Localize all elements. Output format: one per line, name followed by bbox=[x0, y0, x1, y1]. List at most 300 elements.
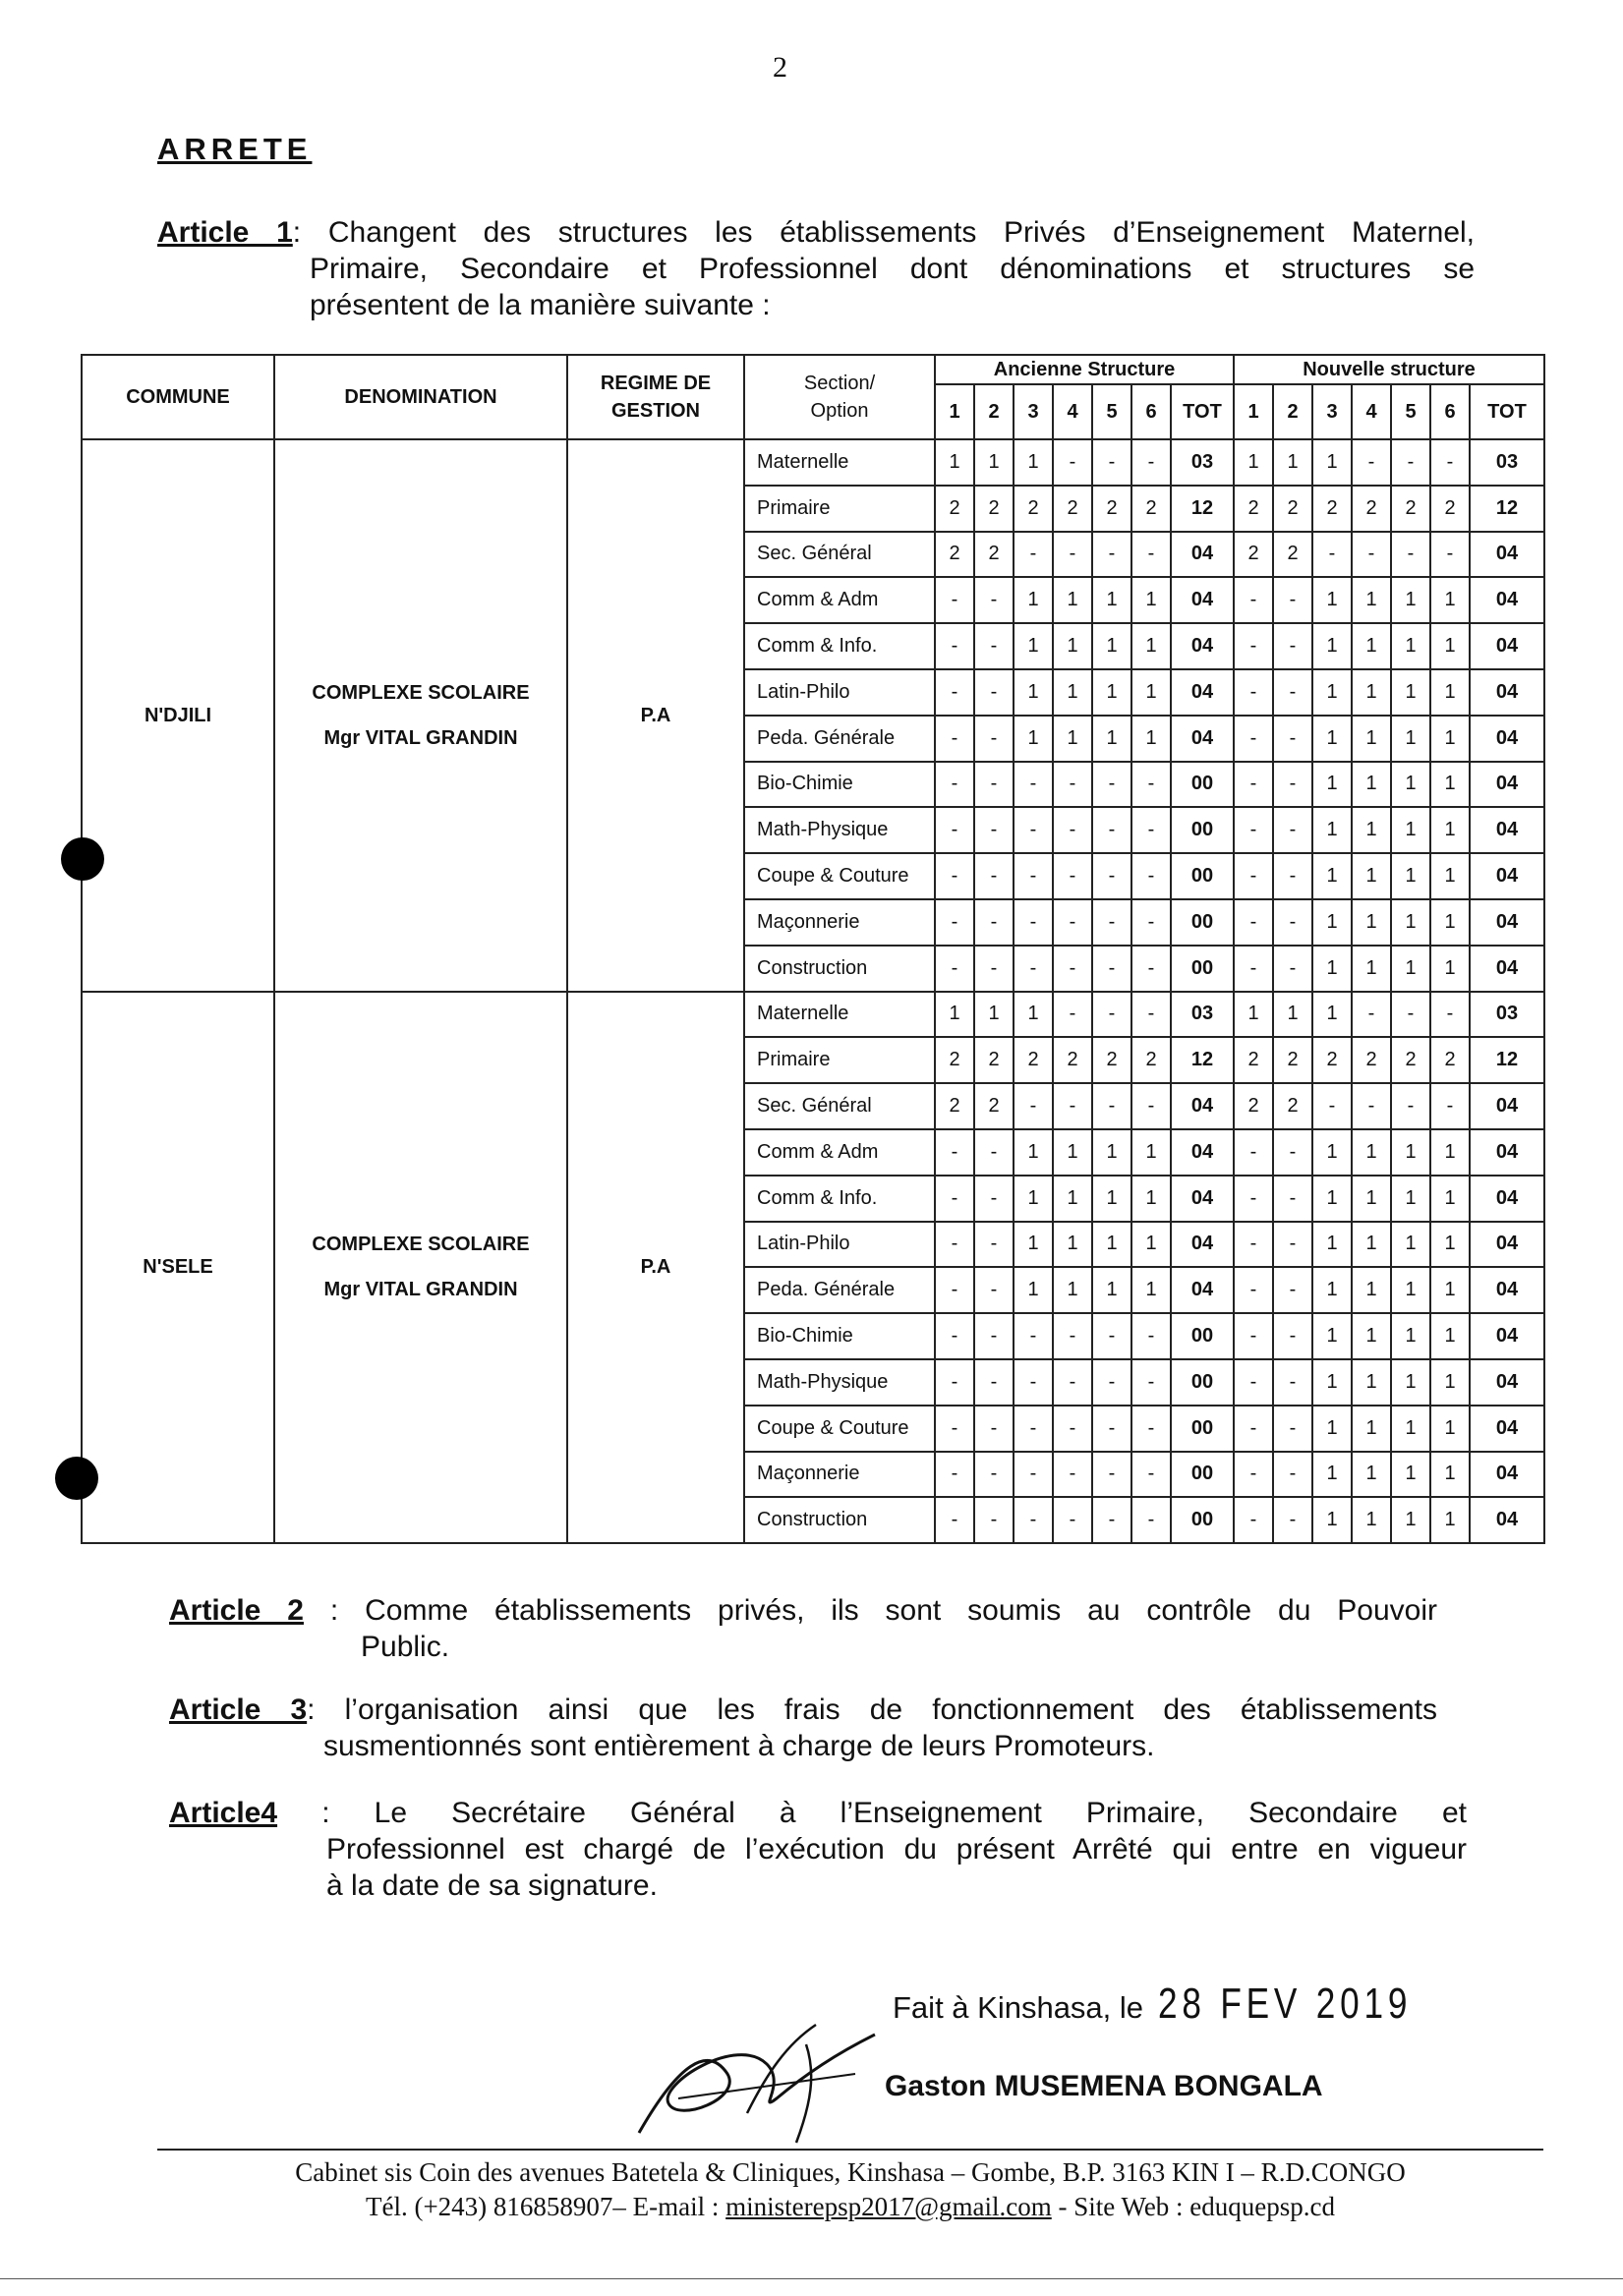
ancienne-value-cell: - bbox=[974, 1176, 1014, 1222]
ancienne-value-cell: - bbox=[935, 1497, 974, 1543]
ancienne-value-cell: - bbox=[1131, 1406, 1171, 1452]
nouvelle-value-cell: - bbox=[1273, 669, 1312, 716]
ancienne-value-cell: - bbox=[935, 1267, 974, 1313]
ancienne-value-cell: 1 bbox=[1131, 1267, 1171, 1313]
ancienne-value-cell: - bbox=[935, 899, 974, 946]
nouvelle-value-cell: 1 bbox=[1312, 807, 1352, 853]
ancienne-value-cell: 1 bbox=[1014, 1222, 1053, 1268]
nouvelle-value-cell: 1 bbox=[1391, 716, 1430, 762]
ancienne-value-cell: - bbox=[974, 899, 1014, 946]
ancienne-value-cell: - bbox=[935, 762, 974, 808]
article-4: Article4 : Le Secrétaire Général à l’Enseignement Primaire, Secondaire et Professionnel est chargé de l’exécution du présent Arrêté qui entre en vigueur à la date de sa signature. bbox=[169, 1797, 1467, 1902]
ancienne-value-cell: - bbox=[974, 1406, 1014, 1452]
section-cell: Peda. Générale bbox=[744, 716, 935, 762]
nouvelle-value-cell: - bbox=[1273, 1497, 1312, 1543]
nouvelle-value-cell: 1 bbox=[1430, 853, 1470, 899]
ancienne-value-cell: 1 bbox=[1092, 623, 1131, 669]
ancienne-value-cell: 1 bbox=[1014, 577, 1053, 623]
nouvelle-value-cell: - bbox=[1273, 946, 1312, 992]
denomination-cell bbox=[274, 439, 567, 992]
section-cell: Comm & Adm bbox=[744, 577, 935, 623]
ancienne-value-cell: 1 bbox=[1014, 1176, 1053, 1222]
denomination-line: COMPLEXE SCOLAIRE bbox=[312, 1234, 530, 1256]
ancienne-value-cell: 1 bbox=[1092, 1129, 1131, 1176]
ancienne-value-cell: - bbox=[974, 1359, 1014, 1406]
ancienne-value-cell: - bbox=[1014, 807, 1053, 853]
ancienne-value-cell: - bbox=[1131, 1497, 1171, 1543]
ancienne-value-cell: - bbox=[935, 1176, 974, 1222]
date-stamp: 28 FEV 2019 bbox=[1157, 1980, 1412, 2028]
nouvelle-value-cell: 2 bbox=[1273, 532, 1312, 578]
nouvelle-value-cell: 1 bbox=[1273, 439, 1312, 486]
nouvelle-value-cell: 1 bbox=[1312, 1176, 1352, 1222]
nouvelle-total-cell: 04 bbox=[1470, 899, 1544, 946]
nouvelle-value-cell: 2 bbox=[1234, 1037, 1273, 1083]
ancienne-value-cell: - bbox=[1014, 946, 1053, 992]
ancienne-value-cell: 1 bbox=[1092, 1176, 1131, 1222]
article-2-line-1: Comme établissements privés, ils sont soumis au contrôle du Pouvoir bbox=[365, 1594, 1437, 1627]
ancienne-value-cell: 2 bbox=[935, 1037, 974, 1083]
nouvelle-value-cell: 2 bbox=[1312, 486, 1352, 532]
nouvelle-value-cell: 1 bbox=[1430, 1406, 1470, 1452]
nouvelle-total-cell: 04 bbox=[1470, 1083, 1544, 1129]
ancienne-value-cell: - bbox=[974, 716, 1014, 762]
nouvelle-total-cell: 04 bbox=[1470, 1359, 1544, 1406]
ancienne-value-cell: - bbox=[974, 623, 1014, 669]
ancienne-value-cell: 1 bbox=[935, 992, 974, 1038]
ancienne-total-cell: 00 bbox=[1171, 1406, 1234, 1452]
nouvelle-value-cell: 1 bbox=[1312, 1359, 1352, 1406]
header-nouvelle-structure: Nouvelle structure bbox=[1234, 355, 1544, 384]
ancienne-value-cell: 1 bbox=[1092, 1267, 1131, 1313]
ancienne-value-cell: - bbox=[1014, 1359, 1053, 1406]
nouvelle-value-cell: 1 bbox=[1352, 1497, 1391, 1543]
ancienne-value-cell: - bbox=[1131, 899, 1171, 946]
nouvelle-value-cell: - bbox=[1430, 1083, 1470, 1129]
header-old-col: 3 bbox=[1014, 384, 1053, 439]
section-cell: Comm & Info. bbox=[744, 1176, 935, 1222]
ancienne-value-cell: - bbox=[1053, 992, 1092, 1038]
section-cell: Maternelle bbox=[744, 439, 935, 486]
nouvelle-value-cell: - bbox=[1273, 716, 1312, 762]
nouvelle-total-cell: 04 bbox=[1470, 946, 1544, 992]
article-4-line-1: Le Secrétaire Général à l’Enseignement Primaire, Secondaire et bbox=[374, 1797, 1467, 1829]
nouvelle-value-cell: 1 bbox=[1312, 762, 1352, 808]
ancienne-value-cell: 1 bbox=[1131, 1176, 1171, 1222]
nouvelle-value-cell: 1 bbox=[1352, 853, 1391, 899]
signatory-name: Gaston MUSEMENA BONGALA bbox=[885, 2070, 1323, 2102]
nouvelle-value-cell: - bbox=[1234, 946, 1273, 992]
nouvelle-value-cell: 1 bbox=[1391, 623, 1430, 669]
footer-email-link[interactable]: ministerepsp2017@gmail.com bbox=[725, 2192, 1052, 2221]
ancienne-value-cell: - bbox=[1131, 1452, 1171, 1498]
place-and-date bbox=[893, 1980, 1476, 2029]
footer-phone: Tél. (+243) 816858907– E-mail : bbox=[365, 2192, 720, 2221]
denomination-line: Mgr VITAL GRANDIN bbox=[323, 726, 518, 749]
ancienne-value-cell: 1 bbox=[1053, 716, 1092, 762]
article-3-line-2: susmentionnés sont entièrement à charge de leurs Promoteurs. bbox=[323, 1730, 1155, 1762]
nouvelle-value-cell: - bbox=[1273, 623, 1312, 669]
ancienne-value-cell: - bbox=[974, 1452, 1014, 1498]
nouvelle-total-cell: 04 bbox=[1470, 532, 1544, 578]
header-section: Section/ Option bbox=[744, 355, 935, 439]
section-cell: Peda. Générale bbox=[744, 1267, 935, 1313]
ancienne-value-cell: - bbox=[1053, 1359, 1092, 1406]
ancienne-value-cell: - bbox=[1053, 946, 1092, 992]
nouvelle-value-cell: - bbox=[1273, 1176, 1312, 1222]
ancienne-value-cell: - bbox=[974, 762, 1014, 808]
article-4-line-3: à la date de sa signature. bbox=[326, 1869, 658, 1902]
ancienne-value-cell: 1 bbox=[1092, 716, 1131, 762]
section-cell: Sec. Général bbox=[744, 1083, 935, 1129]
nouvelle-value-cell: 1 bbox=[1391, 1222, 1430, 1268]
header-old-col: 4 bbox=[1053, 384, 1092, 439]
article-1-line-3: présentent de la manière suivante : bbox=[310, 289, 771, 321]
ancienne-total-cell: 03 bbox=[1171, 992, 1234, 1038]
ancienne-value-cell: - bbox=[1092, 807, 1131, 853]
page-bottom-edge bbox=[0, 2278, 1623, 2279]
nouvelle-value-cell: - bbox=[1234, 1222, 1273, 1268]
nouvelle-total-cell: 04 bbox=[1470, 1452, 1544, 1498]
nouvelle-value-cell: - bbox=[1391, 1083, 1430, 1129]
nouvelle-value-cell: - bbox=[1273, 577, 1312, 623]
nouvelle-value-cell: 1 bbox=[1352, 807, 1391, 853]
nouvelle-value-cell: - bbox=[1234, 577, 1273, 623]
section-cell: Primaire bbox=[744, 486, 935, 532]
ancienne-value-cell: - bbox=[974, 669, 1014, 716]
ancienne-value-cell: - bbox=[935, 946, 974, 992]
nouvelle-total-cell: 04 bbox=[1470, 1497, 1544, 1543]
header-old-col: 1 bbox=[935, 384, 974, 439]
nouvelle-value-cell: 1 bbox=[1312, 992, 1352, 1038]
nouvelle-value-cell: 1 bbox=[1312, 623, 1352, 669]
nouvelle-value-cell: - bbox=[1234, 716, 1273, 762]
ancienne-value-cell: 2 bbox=[1014, 486, 1053, 532]
ancienne-total-cell: 04 bbox=[1171, 577, 1234, 623]
nouvelle-value-cell: - bbox=[1234, 853, 1273, 899]
ancienne-value-cell: - bbox=[1092, 532, 1131, 578]
nouvelle-value-cell: 1 bbox=[1430, 669, 1470, 716]
nouvelle-value-cell: 1 bbox=[1312, 1452, 1352, 1498]
ancienne-value-cell: - bbox=[1053, 762, 1092, 808]
ancienne-value-cell: - bbox=[1092, 439, 1131, 486]
nouvelle-value-cell: - bbox=[1234, 1359, 1273, 1406]
nouvelle-value-cell: 1 bbox=[1352, 577, 1391, 623]
nouvelle-value-cell: 1 bbox=[1430, 1222, 1470, 1268]
nouvelle-value-cell: - bbox=[1312, 1083, 1352, 1129]
ancienne-value-cell: - bbox=[935, 853, 974, 899]
ancienne-value-cell: 2 bbox=[1053, 486, 1092, 532]
ancienne-total-cell: 04 bbox=[1171, 669, 1234, 716]
decree-heading: ARRETE bbox=[157, 132, 313, 166]
section-cell: Maternelle bbox=[744, 992, 935, 1038]
ancienne-value-cell: - bbox=[1014, 853, 1053, 899]
header-new-col: 2 bbox=[1273, 384, 1312, 439]
section-cell: Bio-Chimie bbox=[744, 1313, 935, 1359]
ancienne-total-cell: 00 bbox=[1171, 1313, 1234, 1359]
nouvelle-value-cell: 1 bbox=[1312, 899, 1352, 946]
article-3-label: Article 3 bbox=[169, 1693, 308, 1726]
nouvelle-value-cell: 2 bbox=[1234, 1083, 1273, 1129]
ancienne-value-cell: - bbox=[935, 1452, 974, 1498]
denomination-line: Mgr VITAL GRANDIN bbox=[323, 1279, 518, 1301]
nouvelle-value-cell: 1 bbox=[1352, 1359, 1391, 1406]
ancienne-value-cell: 2 bbox=[935, 486, 974, 532]
nouvelle-total-cell: 04 bbox=[1470, 669, 1544, 716]
commune-cell: N'DJILI bbox=[82, 439, 274, 992]
ancienne-total-cell: 12 bbox=[1171, 1037, 1234, 1083]
nouvelle-value-cell: - bbox=[1430, 439, 1470, 486]
nouvelle-total-cell: 03 bbox=[1470, 992, 1544, 1038]
article-1-label: Article 1 bbox=[157, 216, 293, 249]
nouvelle-total-cell: 04 bbox=[1470, 623, 1544, 669]
nouvelle-value-cell: 1 bbox=[1312, 853, 1352, 899]
nouvelle-value-cell: 1 bbox=[1352, 1267, 1391, 1313]
nouvelle-total-cell: 04 bbox=[1470, 807, 1544, 853]
ancienne-value-cell: - bbox=[1092, 899, 1131, 946]
nouvelle-value-cell: - bbox=[1312, 532, 1352, 578]
nouvelle-value-cell: 1 bbox=[1352, 946, 1391, 992]
nouvelle-value-cell: - bbox=[1234, 1313, 1273, 1359]
ancienne-value-cell: 1 bbox=[1092, 669, 1131, 716]
nouvelle-value-cell: 1 bbox=[1391, 1129, 1430, 1176]
ancienne-value-cell: - bbox=[1053, 899, 1092, 946]
ancienne-value-cell: - bbox=[1092, 992, 1131, 1038]
section-cell: Construction bbox=[744, 946, 935, 992]
nouvelle-total-cell: 04 bbox=[1470, 1222, 1544, 1268]
ancienne-value-cell: - bbox=[1131, 946, 1171, 992]
nouvelle-value-cell: 1 bbox=[1391, 853, 1430, 899]
ancienne-value-cell: - bbox=[1131, 1313, 1171, 1359]
ancienne-value-cell: - bbox=[974, 1129, 1014, 1176]
article-1-line-2: Primaire, Secondaire et Professionnel dont dénominations et structures se bbox=[310, 253, 1475, 285]
ancienne-value-cell: 1 bbox=[1014, 716, 1053, 762]
nouvelle-value-cell: - bbox=[1234, 1497, 1273, 1543]
nouvelle-value-cell: - bbox=[1273, 1359, 1312, 1406]
header-old-col: 6 bbox=[1131, 384, 1171, 439]
ancienne-total-cell: 12 bbox=[1171, 486, 1234, 532]
ancienne-value-cell: 1 bbox=[1131, 1222, 1171, 1268]
ancienne-total-cell: 03 bbox=[1171, 439, 1234, 486]
nouvelle-value-cell: - bbox=[1273, 762, 1312, 808]
footer-divider bbox=[157, 2149, 1543, 2151]
ancienne-value-cell: - bbox=[974, 807, 1014, 853]
regime-cell: P.A bbox=[567, 439, 744, 992]
section-cell: Math-Physique bbox=[744, 807, 935, 853]
ancienne-value-cell: - bbox=[1014, 532, 1053, 578]
nouvelle-value-cell: 1 bbox=[1430, 623, 1470, 669]
nouvelle-value-cell: - bbox=[1234, 1406, 1273, 1452]
ancienne-value-cell: - bbox=[935, 1406, 974, 1452]
nouvelle-value-cell: 1 bbox=[1352, 1452, 1391, 1498]
section-cell: Bio-Chimie bbox=[744, 762, 935, 808]
ancienne-value-cell: - bbox=[974, 1267, 1014, 1313]
nouvelle-value-cell: - bbox=[1273, 1313, 1312, 1359]
ancienne-value-cell: 1 bbox=[974, 992, 1014, 1038]
nouvelle-value-cell: 1 bbox=[1430, 1497, 1470, 1543]
header-new-col: TOT bbox=[1470, 384, 1544, 439]
header-new-col: 6 bbox=[1430, 384, 1470, 439]
ancienne-value-cell: 1 bbox=[1014, 1129, 1053, 1176]
nouvelle-value-cell: 1 bbox=[1391, 1267, 1430, 1313]
ancienne-value-cell: - bbox=[935, 807, 974, 853]
nouvelle-value-cell: 1 bbox=[1273, 992, 1312, 1038]
section-cell: Comm & Adm bbox=[744, 1129, 935, 1176]
table-body bbox=[82, 439, 1544, 1543]
ancienne-value-cell: 1 bbox=[1053, 577, 1092, 623]
nouvelle-value-cell: 2 bbox=[1391, 1037, 1430, 1083]
nouvelle-value-cell: 2 bbox=[1273, 1083, 1312, 1129]
nouvelle-value-cell: 1 bbox=[1312, 577, 1352, 623]
nouvelle-value-cell: 1 bbox=[1234, 439, 1273, 486]
nouvelle-value-cell: - bbox=[1273, 1406, 1312, 1452]
nouvelle-value-cell: - bbox=[1234, 762, 1273, 808]
ancienne-value-cell: 1 bbox=[1053, 1129, 1092, 1176]
nouvelle-value-cell: - bbox=[1273, 853, 1312, 899]
ancienne-value-cell: - bbox=[1092, 853, 1131, 899]
ancienne-value-cell: 1 bbox=[1053, 1176, 1092, 1222]
nouvelle-value-cell: 1 bbox=[1352, 623, 1391, 669]
ancienne-value-cell: 2 bbox=[974, 486, 1014, 532]
ancienne-value-cell: 1 bbox=[1053, 669, 1092, 716]
ancienne-total-cell: 04 bbox=[1171, 1083, 1234, 1129]
ancienne-value-cell: - bbox=[1131, 762, 1171, 808]
nouvelle-value-cell: 1 bbox=[1391, 1497, 1430, 1543]
ancienne-value-cell: - bbox=[1131, 807, 1171, 853]
section-cell: Maçonnerie bbox=[744, 1452, 935, 1498]
nouvelle-value-cell: - bbox=[1273, 1452, 1312, 1498]
nouvelle-value-cell: 1 bbox=[1352, 1129, 1391, 1176]
ancienne-value-cell: 1 bbox=[1131, 669, 1171, 716]
nouvelle-value-cell: 1 bbox=[1352, 1406, 1391, 1452]
ancienne-total-cell: 00 bbox=[1171, 899, 1234, 946]
header-regime: REGIME DE GESTION bbox=[567, 355, 744, 439]
ancienne-value-cell: - bbox=[1014, 1497, 1053, 1543]
binder-hole bbox=[61, 837, 104, 881]
ancienne-value-cell: - bbox=[1131, 1083, 1171, 1129]
nouvelle-value-cell: 1 bbox=[1352, 1313, 1391, 1359]
ancienne-value-cell: 1 bbox=[1131, 1129, 1171, 1176]
nouvelle-value-cell: - bbox=[1273, 1129, 1312, 1176]
nouvelle-value-cell: 1 bbox=[1312, 439, 1352, 486]
nouvelle-value-cell: 1 bbox=[1312, 1313, 1352, 1359]
ancienne-value-cell: - bbox=[1131, 1359, 1171, 1406]
nouvelle-value-cell: 2 bbox=[1352, 1037, 1391, 1083]
denomination-cell bbox=[274, 992, 567, 1544]
ancienne-value-cell: 2 bbox=[1014, 1037, 1053, 1083]
nouvelle-total-cell: 04 bbox=[1470, 577, 1544, 623]
nouvelle-value-cell: 2 bbox=[1234, 486, 1273, 532]
regime-cell: P.A bbox=[567, 992, 744, 1544]
ancienne-value-cell: - bbox=[1053, 1083, 1092, 1129]
nouvelle-value-cell: - bbox=[1234, 1176, 1273, 1222]
nouvelle-value-cell: - bbox=[1234, 1267, 1273, 1313]
ancienne-value-cell: - bbox=[1131, 853, 1171, 899]
nouvelle-value-cell: 1 bbox=[1312, 946, 1352, 992]
nouvelle-value-cell: - bbox=[1273, 807, 1312, 853]
ancienne-total-cell: 00 bbox=[1171, 853, 1234, 899]
header-old-col: TOT bbox=[1171, 384, 1234, 439]
ancienne-value-cell: - bbox=[1053, 1497, 1092, 1543]
ancienne-value-cell: - bbox=[1131, 532, 1171, 578]
nouvelle-total-cell: 04 bbox=[1470, 1176, 1544, 1222]
article-1: Article 1: Changent des structures les établissements Privés d’Enseignement Maternel, Primaire, Secondaire et Professionnel dont dénominations et structures se présentent de la manière suivante : bbox=[157, 216, 1476, 321]
nouvelle-value-cell: 1 bbox=[1391, 946, 1430, 992]
ancienne-value-cell: 1 bbox=[1053, 623, 1092, 669]
ancienne-value-cell: 1 bbox=[1014, 439, 1053, 486]
ancienne-value-cell: - bbox=[1053, 1313, 1092, 1359]
nouvelle-value-cell: 2 bbox=[1430, 486, 1470, 532]
article-4-line-2: Professionnel est chargé de l’exécution du présent Arrêté qui entre en vigueur bbox=[326, 1833, 1467, 1866]
ancienne-value-cell: - bbox=[1014, 1083, 1053, 1129]
ancienne-value-cell: 2 bbox=[1131, 1037, 1171, 1083]
ancienne-value-cell: - bbox=[974, 577, 1014, 623]
table-row bbox=[82, 439, 1544, 486]
ancienne-value-cell: - bbox=[1131, 439, 1171, 486]
ancienne-value-cell: 1 bbox=[1131, 623, 1171, 669]
ancienne-value-cell: - bbox=[1053, 1406, 1092, 1452]
ancienne-value-cell: - bbox=[935, 716, 974, 762]
nouvelle-value-cell: 1 bbox=[1352, 762, 1391, 808]
ancienne-value-cell: 1 bbox=[1131, 577, 1171, 623]
nouvelle-value-cell: 1 bbox=[1234, 992, 1273, 1038]
nouvelle-value-cell: - bbox=[1391, 532, 1430, 578]
ancienne-total-cell: 04 bbox=[1171, 1267, 1234, 1313]
nouvelle-total-cell: 04 bbox=[1470, 853, 1544, 899]
nouvelle-value-cell: - bbox=[1352, 1083, 1391, 1129]
handwritten-signature bbox=[619, 2005, 914, 2152]
ancienne-value-cell: - bbox=[1053, 807, 1092, 853]
ancienne-value-cell: - bbox=[935, 669, 974, 716]
ancienne-value-cell: 2 bbox=[935, 532, 974, 578]
header-new-col: 1 bbox=[1234, 384, 1273, 439]
nouvelle-value-cell: - bbox=[1234, 669, 1273, 716]
ancienne-value-cell: 1 bbox=[1014, 992, 1053, 1038]
ancienne-total-cell: 04 bbox=[1171, 716, 1234, 762]
header-new-col: 5 bbox=[1391, 384, 1430, 439]
ancienne-value-cell: - bbox=[1092, 1083, 1131, 1129]
nouvelle-value-cell: - bbox=[1234, 1129, 1273, 1176]
header-denomination: DENOMINATION bbox=[274, 355, 567, 439]
ancienne-value-cell: - bbox=[1014, 899, 1053, 946]
ancienne-value-cell: - bbox=[974, 853, 1014, 899]
nouvelle-value-cell: - bbox=[1391, 992, 1430, 1038]
binder-hole bbox=[55, 1457, 98, 1500]
ancienne-total-cell: 00 bbox=[1171, 1359, 1234, 1406]
ancienne-total-cell: 04 bbox=[1171, 623, 1234, 669]
article-4-label: Article4 bbox=[169, 1797, 278, 1829]
ancienne-value-cell: 1 bbox=[1014, 1267, 1053, 1313]
nouvelle-value-cell: - bbox=[1273, 1267, 1312, 1313]
nouvelle-value-cell: 1 bbox=[1430, 1452, 1470, 1498]
article-1-line-1: Changent des structures les établissements Privés d’Enseignement Maternel, bbox=[327, 216, 1476, 249]
ancienne-value-cell: 2 bbox=[974, 1083, 1014, 1129]
footer-contact bbox=[157, 2192, 1543, 2222]
ancienne-total-cell: 00 bbox=[1171, 946, 1234, 992]
header-new-col: 4 bbox=[1352, 384, 1391, 439]
footer-address: Cabinet sis Coin des avenues Batetela & Cliniques, Kinshasa – Gombe, B.P. 3163 KIN I – R.D.CONGO bbox=[295, 2157, 1406, 2187]
ancienne-value-cell: - bbox=[1131, 992, 1171, 1038]
nouvelle-value-cell: - bbox=[1430, 532, 1470, 578]
nouvelle-value-cell: - bbox=[1234, 1452, 1273, 1498]
header-new-col: 3 bbox=[1312, 384, 1352, 439]
nouvelle-value-cell: 1 bbox=[1391, 1406, 1430, 1452]
nouvelle-value-cell: 1 bbox=[1430, 1129, 1470, 1176]
section-cell: Primaire bbox=[744, 1037, 935, 1083]
ancienne-value-cell: 2 bbox=[1092, 1037, 1131, 1083]
ancienne-total-cell: 00 bbox=[1171, 1497, 1234, 1543]
ancienne-total-cell: 00 bbox=[1171, 762, 1234, 808]
